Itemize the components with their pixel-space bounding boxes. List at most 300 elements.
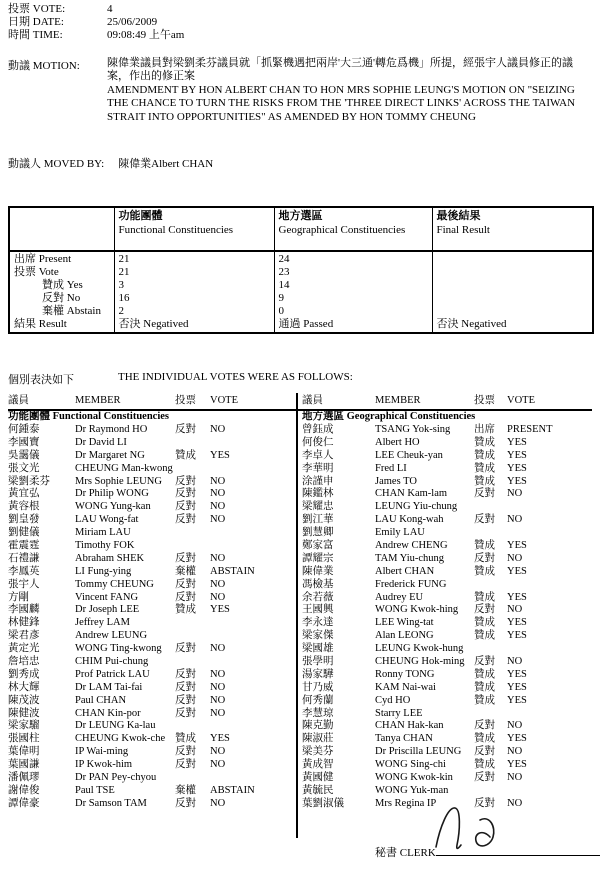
member-vote-zh: 棄權 — [175, 565, 196, 577]
member-name-en: Albert CHAN — [375, 565, 435, 577]
summary-table — [8, 206, 594, 334]
member-name-zh: 霍震霆 — [8, 540, 40, 552]
date-row — [8, 16, 184, 29]
summary-header-gc — [274, 207, 432, 251]
member-vote-en: NO — [210, 681, 226, 693]
functional-votes-column — [8, 395, 294, 811]
member-vote-zh: 贊成 — [474, 540, 495, 552]
member-vote-en: NO — [210, 591, 226, 603]
member-vote-zh: 反對 — [175, 514, 196, 526]
member-row — [8, 759, 294, 772]
summary-label-line: 贊成 Yes — [42, 279, 83, 291]
member-vote-en: YES — [507, 759, 527, 771]
member-name-en: Audrey EU — [375, 591, 424, 603]
member-row — [302, 592, 592, 605]
time-row — [8, 29, 184, 42]
member-name-en: Cyd HO — [375, 694, 411, 706]
member-name-en: IP Wai-ming — [75, 746, 129, 758]
member-name-zh: 石禮謙 — [8, 552, 40, 564]
member-name-en: Dr LEUNG Ka-lau — [75, 720, 156, 732]
member-name-en: Tanya CHAN — [375, 733, 433, 745]
member-vote-zh: 反對 — [175, 501, 196, 513]
member-name-zh: 陳克勤 — [302, 720, 334, 732]
vote-number-row — [8, 3, 184, 16]
date-label: 日期 DATE: — [8, 16, 64, 28]
member-row — [302, 720, 592, 733]
member-vote-en: YES — [507, 681, 527, 693]
member-name-zh: 李國麟 — [8, 604, 40, 616]
member-name-zh: 林大輝 — [8, 681, 40, 693]
member-name-en: LI Fung-ying — [75, 565, 132, 577]
member-vote-zh: 反對 — [175, 475, 196, 487]
member-row — [8, 798, 294, 811]
summary-final-line — [437, 253, 589, 266]
summary-label-line: 投票 Vote — [14, 266, 59, 278]
member-row — [8, 733, 294, 746]
member-vote-en: NO — [210, 694, 226, 706]
member-row — [302, 514, 592, 527]
member-vote-zh: 贊成 — [474, 591, 495, 603]
summary-fc-line: 否決 Negatived — [118, 318, 189, 330]
member-vote-en: NO — [210, 746, 226, 758]
member-vote-en: NO — [507, 604, 523, 616]
fc-section-title-en: Functional Constituencies — [52, 411, 170, 422]
member-name-zh: 湯家驊 — [302, 668, 334, 680]
member-row — [8, 720, 294, 733]
member-row — [8, 463, 294, 476]
member-vote-en: NO — [210, 643, 226, 655]
member-name-zh: 譚耀宗 — [302, 552, 334, 564]
summary-gc-line: 24 — [278, 253, 290, 265]
member-row — [8, 772, 294, 785]
member-vote-zh: 反對 — [175, 643, 196, 655]
member-vote-en: YES — [507, 733, 527, 745]
member-vote-zh: 反對 — [474, 488, 495, 500]
member-name-zh: 張國柱 — [8, 733, 40, 745]
member-vote-en: NO — [507, 720, 523, 732]
member-name-zh: 黃成智 — [302, 759, 334, 771]
member-row — [302, 604, 592, 617]
member-name-zh: 馮檢基 — [302, 578, 334, 590]
member-name-zh: 張宇人 — [8, 578, 40, 590]
member-name-en: Andrew LEUNG — [75, 630, 148, 642]
motion-label: 動議 MOTION: — [8, 60, 80, 72]
member-name-en: CHEUNG Kwok-che — [75, 733, 166, 745]
member-name-en: Jeffrey LAM — [75, 617, 130, 629]
member-row — [302, 630, 592, 643]
member-name-zh: 梁君彥 — [8, 630, 40, 642]
summary-fc-line: 21 — [118, 253, 130, 265]
member-name-en: CHIM Pui-chung — [75, 656, 149, 668]
member-vote-zh: 贊成 — [175, 449, 196, 461]
member-vote-en: NO — [210, 668, 226, 680]
member-name-en: WONG Yung-kan — [75, 501, 151, 513]
summary-fc-line: 3 — [118, 279, 124, 291]
gc-header-vote-zh: 投票 — [474, 395, 495, 406]
summary-gc-line: 23 — [278, 266, 290, 278]
fc-section-title — [8, 410, 294, 424]
member-row — [8, 617, 294, 630]
member-row — [302, 488, 592, 501]
member-vote-en: NO — [210, 424, 226, 435]
member-row — [302, 682, 592, 695]
member-name-zh: 涂謹申 — [302, 475, 334, 487]
member-name-zh: 梁國雄 — [302, 643, 334, 655]
member-name-en: IP Kwok-him — [75, 759, 133, 771]
member-vote-en: YES — [507, 565, 527, 577]
member-vote-en: PRESENT — [507, 424, 553, 435]
member-vote-zh: 反對 — [175, 488, 196, 500]
member-row — [8, 476, 294, 489]
member-name-en: Albert HO — [375, 436, 420, 448]
member-name-zh: 劉江華 — [302, 514, 334, 526]
clerk-signature-line — [436, 843, 600, 856]
member-vote-zh: 反對 — [175, 578, 196, 590]
member-name-zh: 何秀蘭 — [302, 694, 334, 706]
fc-header-vote-zh: 投票 — [175, 395, 196, 406]
member-row — [302, 785, 592, 798]
member-row — [8, 682, 294, 695]
member-row — [302, 772, 592, 785]
member-name-en: Emily LAU — [375, 527, 425, 539]
member-vote-en: NO — [210, 759, 226, 771]
gc-section-title — [302, 410, 592, 424]
member-name-zh: 黃國健 — [302, 772, 334, 784]
summary-label-line: 出席 Present — [14, 253, 72, 265]
summary-header-final-en: Final Result — [436, 224, 490, 236]
member-vote-zh: 棄權 — [175, 784, 196, 796]
member-row — [302, 669, 592, 682]
member-row — [302, 695, 592, 708]
member-name-en: LAU Kong-wah — [375, 514, 444, 526]
member-name-zh: 吳靄儀 — [8, 449, 40, 461]
member-name-zh: 劉慧卿 — [302, 527, 334, 539]
member-name-zh: 李永達 — [302, 617, 334, 629]
member-row — [8, 708, 294, 721]
member-vote-zh: 反對 — [175, 694, 196, 706]
summary-label-line: 反對 No — [42, 292, 81, 304]
member-vote-en: NO — [210, 797, 226, 809]
gc-header-member-zh: 議員 — [302, 395, 323, 406]
summary-gc-line: 0 — [278, 305, 284, 317]
member-name-zh: 陳茂波 — [8, 694, 40, 706]
member-vote-en: YES — [507, 617, 527, 629]
summary-labels-cell — [9, 251, 114, 333]
member-name-en: Mrs Sophie LEUNG — [75, 475, 162, 487]
member-name-zh: 劉秀成 — [8, 668, 40, 680]
member-name-en: WONG Kwok-kin — [375, 772, 453, 784]
vote-number-value: 4 — [107, 3, 113, 15]
fc-header-member-en: MEMBER — [75, 395, 121, 406]
time-value: 09:08:49 上午am — [107, 29, 185, 41]
summary-gc-line: 9 — [278, 292, 284, 304]
member-name-zh: 曾鈺成 — [302, 424, 334, 435]
member-name-en: Dr LAM Tai-fai — [75, 681, 143, 693]
member-name-zh: 張文光 — [8, 462, 40, 474]
gc-section-title-en: Geographical Constituencies — [346, 411, 476, 422]
member-vote-en: NO — [210, 707, 226, 719]
member-name-zh: 黃容根 — [8, 501, 40, 513]
member-name-zh: 梁劉柔芬 — [8, 475, 50, 487]
member-vote-zh: 反對 — [474, 720, 495, 732]
header-meta — [8, 3, 184, 42]
member-row — [302, 708, 592, 721]
moved-by-label: 動議人 MOVED BY: — [8, 158, 105, 170]
summary-header-fc — [114, 207, 274, 251]
individual-votes-heading — [8, 371, 592, 385]
date-value: 25/06/2009 — [107, 16, 158, 28]
member-name-zh: 陳健波 — [8, 707, 40, 719]
summary-table-wrap — [8, 206, 594, 334]
member-row — [8, 540, 294, 553]
member-name-en: Dr Philip WONG — [75, 488, 149, 500]
member-row — [8, 695, 294, 708]
member-name-en: KAM Nai-wai — [375, 681, 436, 693]
member-name-zh: 陳鑑林 — [302, 488, 334, 500]
fc-header-member-zh: 議員 — [8, 395, 29, 406]
member-vote-en: YES — [210, 733, 230, 745]
summary-gc-cell — [274, 251, 432, 333]
member-vote-en: YES — [507, 668, 527, 680]
member-vote-zh: 出席 — [474, 424, 495, 435]
member-name-zh: 林健鋒 — [8, 617, 40, 629]
member-name-en: CHAN Hak-kan — [375, 720, 444, 732]
member-row — [302, 450, 592, 463]
member-name-zh: 葉國謙 — [8, 759, 40, 771]
member-vote-zh: 反對 — [474, 514, 495, 526]
member-row — [302, 746, 592, 759]
member-vote-zh: 贊成 — [175, 733, 196, 745]
member-vote-zh: 反對 — [474, 552, 495, 564]
fc-section-title-zh: 功能團體 — [8, 411, 50, 422]
summary-final-line — [437, 266, 589, 279]
member-row — [8, 553, 294, 566]
member-name-en: LAU Wong-fat — [75, 514, 139, 526]
member-name-zh: 黃定光 — [8, 643, 40, 655]
member-name-en: CHAN Kam-lam — [375, 488, 448, 500]
summary-label-line: 棄權 Abstain — [42, 305, 101, 317]
member-vote-zh: 反對 — [175, 552, 196, 564]
member-vote-zh: 贊成 — [474, 759, 495, 771]
member-name-zh: 劉健儀 — [8, 527, 40, 539]
member-name-zh: 何俊仁 — [302, 436, 334, 448]
summary-final-line — [437, 305, 589, 318]
member-vote-zh: 贊成 — [474, 630, 495, 642]
member-vote-zh: 贊成 — [474, 733, 495, 745]
member-name-zh: 謝偉俊 — [8, 784, 40, 796]
summary-header-final — [432, 207, 593, 251]
member-vote-zh: 贊成 — [474, 617, 495, 629]
member-vote-en: NO — [210, 578, 226, 590]
member-name-zh: 梁家騮 — [8, 720, 40, 732]
summary-final-line: 否決 Negatived — [436, 318, 507, 330]
summary-header-fc-en: Functional Constituencies — [118, 224, 234, 236]
member-name-zh: 梁家傑 — [302, 630, 334, 642]
member-row — [8, 604, 294, 617]
summary-header-final-zh: 最後結果 — [436, 210, 481, 222]
member-name-en: Dr Samson TAM — [75, 797, 147, 809]
clerk-label: 秘書 CLERK — [375, 847, 436, 859]
member-name-zh: 黃宜弘 — [8, 488, 40, 500]
member-row — [302, 553, 592, 566]
member-vote-en: NO — [210, 552, 226, 564]
member-vote-en: NO — [210, 475, 226, 487]
motion-text — [107, 57, 594, 124]
member-vote-zh: 贊成 — [474, 475, 495, 487]
member-name-en: Prof Patrick LAU — [75, 668, 150, 680]
member-row — [302, 501, 592, 514]
member-vote-en: YES — [507, 475, 527, 487]
summary-fc-cell — [114, 251, 274, 333]
member-name-en: Fred LI — [375, 462, 407, 474]
member-name-en: WONG Ting-kwong — [75, 643, 162, 655]
member-row — [8, 630, 294, 643]
summary-final-cell — [432, 251, 593, 333]
member-row — [302, 424, 592, 437]
member-vote-zh: 贊成 — [474, 436, 495, 448]
member-vote-en: NO — [507, 488, 523, 500]
member-name-en: TSANG Yok-sing — [375, 424, 451, 435]
member-vote-zh: 贊成 — [175, 604, 196, 616]
summary-label-line: 結果 Result — [14, 318, 67, 330]
member-vote-en: ABSTAIN — [210, 784, 255, 796]
summary-fc-line: 21 — [118, 266, 130, 278]
member-vote-zh: 反對 — [175, 746, 196, 758]
motion-text-english: AMENDMENT BY HON ALBERT CHAN TO HON MRS SOPHIE LEUNG'S MOTION ON "SEIZING THE CHANCE TO TURN THE RISKS FROM THE 'THREE DIRECT LINKS' ACROSS THE TAIWAN STRAIT INTO OPPORTUNITIES" AS AMENDED BY HON TOMMY CHEUNG — [107, 83, 576, 123]
member-name-zh: 鄭家富 — [302, 540, 334, 552]
fc-member-rows — [8, 424, 294, 811]
summary-header-empty — [9, 207, 114, 251]
member-row — [302, 617, 592, 630]
member-vote-en: YES — [507, 449, 527, 461]
individual-heading-zh: 個別表決如下 — [8, 374, 74, 386]
member-vote-zh: 反對 — [175, 668, 196, 680]
member-name-en: CHEUNG Man-kwong — [75, 462, 173, 474]
member-row — [8, 656, 294, 669]
member-row — [8, 643, 294, 656]
member-row — [8, 424, 294, 437]
member-row — [302, 527, 592, 540]
individual-heading-en: THE INDIVIDUAL VOTES WERE AS FOLLOWS: — [118, 371, 353, 383]
member-vote-zh: 反對 — [175, 681, 196, 693]
member-vote-en: NO — [507, 772, 523, 784]
summary-header-fc-zh: 功能團體 — [118, 210, 163, 222]
member-name-zh: 潘佩璆 — [8, 772, 40, 784]
member-name-en: Miriam LAU — [75, 527, 131, 539]
member-row — [8, 785, 294, 798]
member-name-zh: 黃毓民 — [302, 784, 334, 796]
member-name-zh: 余若薇 — [302, 591, 334, 603]
member-row — [8, 501, 294, 514]
member-row — [302, 656, 592, 669]
member-name-en: WONG Yuk-man — [375, 784, 449, 796]
member-vote-en: NO — [210, 488, 226, 500]
fc-column-headers — [8, 395, 294, 410]
member-name-zh: 李華明 — [302, 462, 334, 474]
member-vote-en: YES — [507, 591, 527, 603]
member-name-en: CHEUNG Hok-ming — [375, 656, 465, 668]
member-name-zh: 陳偉業 — [302, 565, 334, 577]
moved-by-value: 陳偉業Albert CHAN — [118, 158, 214, 170]
gc-header-vote-en: VOTE — [507, 395, 535, 406]
member-row — [302, 579, 592, 592]
member-name-zh: 王國興 — [302, 604, 334, 616]
member-row — [8, 514, 294, 527]
gc-member-rows — [302, 424, 592, 811]
member-vote-en: YES — [507, 540, 527, 552]
summary-body-row — [9, 251, 593, 333]
member-name-en: Tommy CHEUNG — [75, 578, 154, 590]
member-name-zh: 詹培忠 — [8, 656, 40, 668]
gc-column-headers — [302, 395, 592, 410]
member-vote-en: NO — [507, 656, 523, 668]
member-row — [8, 450, 294, 463]
member-name-en: Abraham SHEK — [75, 552, 145, 564]
member-row — [8, 579, 294, 592]
member-name-en: TAM Yiu-chung — [375, 552, 445, 564]
member-name-en: LEE Wing-tat — [375, 617, 434, 629]
member-name-zh: 李國寶 — [8, 436, 40, 448]
fc-header-vote-en: VOTE — [210, 395, 238, 406]
member-vote-en: YES — [507, 436, 527, 448]
member-vote-zh: 反對 — [474, 604, 495, 616]
member-name-en: Dr Margaret NG — [75, 449, 145, 461]
motion-block — [8, 57, 594, 124]
member-name-en: CHAN Kin-por — [75, 707, 141, 719]
member-name-en: James TO — [375, 475, 417, 487]
member-name-en: Paul CHAN — [75, 694, 127, 706]
member-row — [302, 476, 592, 489]
member-name-zh: 何鍾泰 — [8, 424, 40, 435]
clerk-block — [375, 843, 600, 860]
member-name-en: Dr Priscilla LEUNG — [375, 746, 462, 758]
member-row — [302, 566, 592, 579]
member-vote-zh: 反對 — [175, 759, 196, 771]
member-vote-zh: 贊成 — [474, 668, 495, 680]
member-vote-en: ABSTAIN — [210, 565, 255, 577]
gc-section-title-zh: 地方選區 — [302, 411, 344, 422]
member-name-zh: 方剛 — [8, 591, 29, 603]
member-row — [8, 669, 294, 682]
moved-by-block — [8, 155, 213, 171]
summary-header-gc-en: Geographical Constituencies — [278, 224, 406, 236]
member-name-en: Dr Joseph LEE — [75, 604, 140, 616]
member-vote-en: YES — [507, 694, 527, 706]
summary-header-gc-zh: 地方選區 — [278, 210, 323, 222]
member-vote-zh: 反對 — [474, 656, 495, 668]
member-name-zh: 甘乃威 — [302, 681, 334, 693]
member-vote-en: NO — [507, 552, 523, 564]
member-row — [8, 746, 294, 759]
member-name-en: Starry LEE — [375, 707, 423, 719]
member-name-en: LEUNG Yiu-chung — [375, 501, 458, 513]
vote-number-label: 投票 VOTE: — [8, 3, 66, 15]
member-vote-zh: 贊成 — [474, 462, 495, 474]
member-name-en: Alan LEONG — [375, 630, 434, 642]
summary-gc-line: 通過 Passed — [278, 318, 334, 330]
summary-final-line — [437, 279, 589, 292]
member-vote-en: NO — [210, 514, 226, 526]
member-name-en: Dr Raymond HO — [75, 424, 148, 435]
member-name-en: Vincent FANG — [75, 591, 139, 603]
member-name-en: Dr PAN Pey-chyou — [75, 772, 157, 784]
member-name-en: Timothy FOK — [75, 540, 135, 552]
member-name-zh: 李卓人 — [302, 449, 334, 461]
motion-text-chinese: 陳偉業議員對梁劉柔芬議員就「抓緊機遇把兩岸'大三通'轉危爲機」所提，經張宇人議員修正的議案，作出的修正案 — [107, 57, 573, 83]
member-row — [302, 540, 592, 553]
member-vote-en: YES — [507, 630, 527, 642]
member-vote-en: YES — [210, 604, 230, 616]
